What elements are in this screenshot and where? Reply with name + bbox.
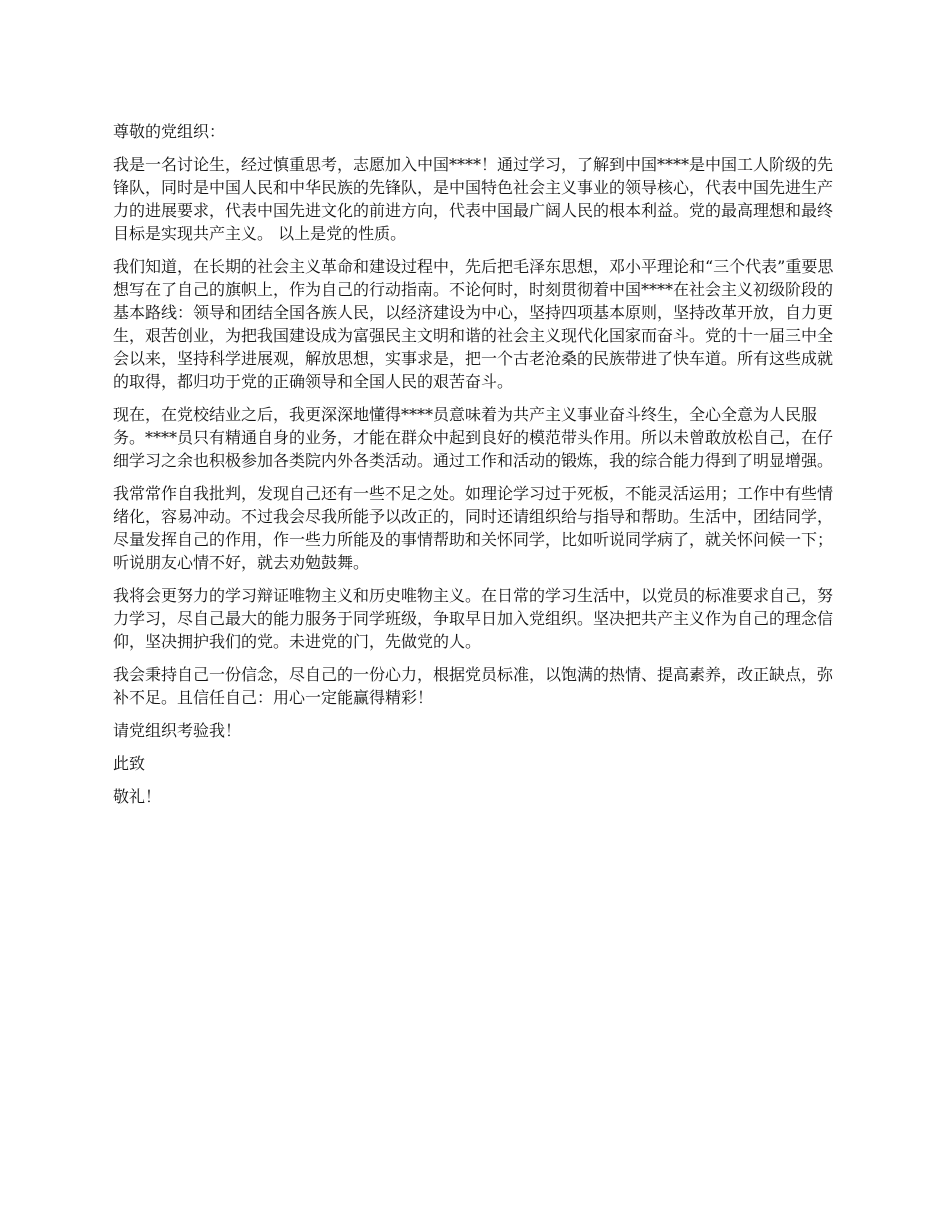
paragraph-3: 现在，在党校结业之后，我更深深地懂得****员意味着为共产主义事业奋斗终生，全心全意为人民服务。****员只有精通自身的业务，才能在群众中起到良好的模范带头作用。所以未曾敢放松自己，在仔细学习之余也积极参加各类院内外各类活动。通过工作和活动的锻炼，我的综合能力得到了明显增强。 xyxy=(113,405,834,470)
paragraph-5: 我将会更努力的学习辩证唯物主义和历史唯物主义。在日常的学习生活中，以党员的标准要求自己，努力学习，尽自己最大的能力服务于同学班级，争取早日加入党组织。坚决把共产主义作为自己的理念信仰，坚决拥护我们的党。未进党的门，先做党的人。 xyxy=(113,586,834,651)
salutation: 尊敬的党组织： xyxy=(113,122,226,141)
paragraph-4: 我常常作自我批判，发现自己还有一些不足之处。如理论学习过于死板，不能灵活运用；工作中有些情绪化，容易冲动。不过我会尽我所能予以改正的，同时还请组织给与指导和帮助。生活中，团结同学，尽量发挥自己的作用，作一些力所能及的事情帮助和关怀同学，比如听说同学病了，就关怀问候一下；听说朋友心情不好，就去劝勉鼓舞。 xyxy=(113,484,834,572)
paragraph-1: 我是一名讨论生，经过慎重思考，志愿加入中国****！通过学习，了解到中国****是中国工人阶级的先锋队，同时是中国人民和中华民族的先锋队，是中国特色社会主义事业的领导核心，代表中国先进生产力的进展要求，代表中国先进文化的前进方向，代表中国最广阔人民的根本利益。党的最高理想和最终目标是实现共产主义。 以上是党的性质。 xyxy=(113,155,834,243)
letter-body xyxy=(113,120,840,818)
closing-line-1: 此致 xyxy=(113,754,146,773)
paragraph-2: 我们知道，在长期的社会主义革命和建设过程中，先后把毛泽东思想，邓小平理论和“三个代表”重要思想写在了自己的旗帜上，作为自己的行动指南。不论何时，时刻贯彻着中国****在社会主义初级阶段的基本路线：领导和团结全国各族人民，以经济建设为中心，坚持四项基本原则，坚持改革开放，自力更生，艰苦创业，为把我国建设成为富强民主文明和谐的社会主义现代化国家而奋斗。党的十一届三中全会以来，坚持科学进展观，解放思想，实事求是，把一个古老沧桑的民族带进了快车道。所有这些成就的取得，都归功于党的正确领导和全国人民的艰苦奋斗。 xyxy=(113,257,834,391)
closing-line-2: 敬礼！ xyxy=(113,787,162,806)
paragraph-6: 我会秉持自己一份信念，尽自己的一份心力，根据党员标准，以饱满的热情、提高素养，改正缺点，弥补不足。且信任自己：用心一定能赢得精彩！ xyxy=(113,665,834,707)
request-line: 请党组织考验我！ xyxy=(113,721,242,740)
